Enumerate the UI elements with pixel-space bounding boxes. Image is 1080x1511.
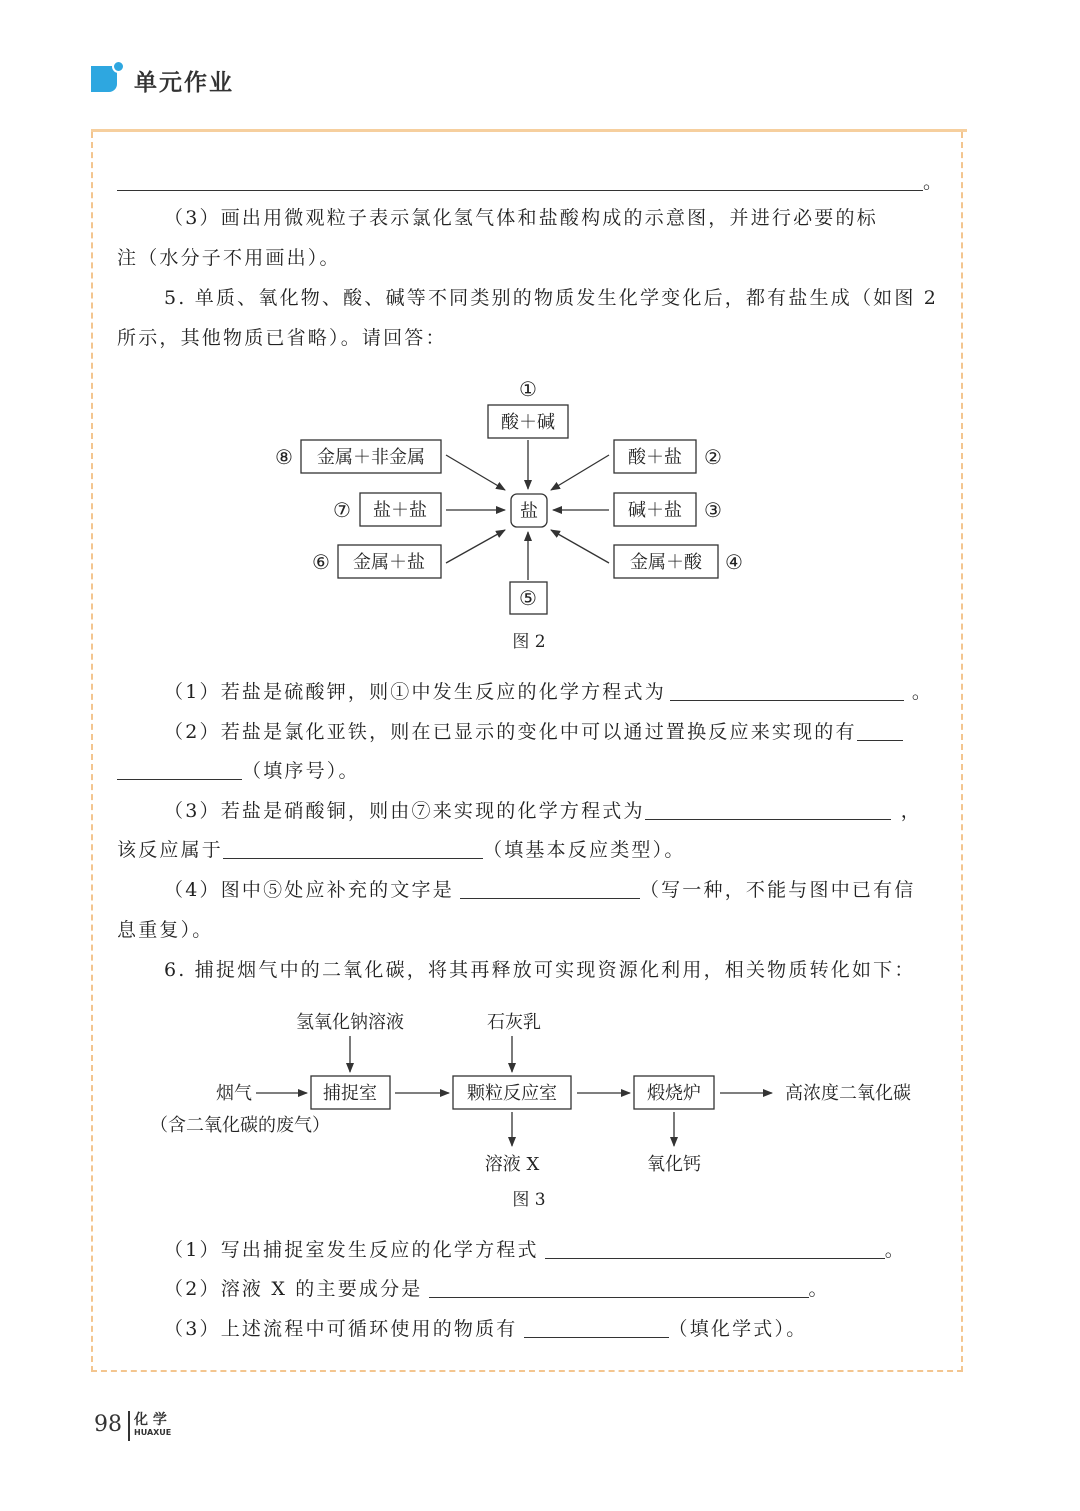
label-naoh-solution: 氢氧化钠溶液 [296, 1012, 404, 1033]
header-title: 单元作业 [134, 70, 234, 96]
q5-sub3-text2b: （填基本反应类型）。 [483, 839, 686, 861]
marker-4: ④ [725, 550, 743, 574]
label-acid-base: 酸＋碱 [501, 412, 555, 433]
label-acid-salt: 酸＋盐 [628, 447, 682, 468]
marker-6: ⑥ [312, 550, 330, 574]
q6-sub1-text: （1）写出捕捉室发生反应的化学方程式 [164, 1239, 539, 1261]
label-product-co2: 高浓度二氧化碳 [785, 1083, 911, 1104]
page-number: 98 [94, 1412, 122, 1437]
q5-sub2-text: （2）若盐是氯化亚铁，则在已显示的变化中可以通过置换反应来实现的有 [164, 721, 857, 743]
answer-line-prev: 。 [117, 170, 944, 194]
marker-8: ⑧ [275, 445, 293, 469]
label-calcium-oxide: 氧化钙 [647, 1154, 701, 1175]
q5-intro-line2: 所示，其他物质已省略）。请回答： [117, 327, 447, 349]
footer-divider [128, 1411, 130, 1441]
q6-sub1-end: 。 [884, 1239, 906, 1261]
label-center-salt: 盐 [520, 501, 538, 522]
q6-sub2-end: 。 [808, 1278, 830, 1300]
figure-3-caption: 图 3 [512, 1190, 546, 1210]
q6-sub2 [164, 1277, 830, 1301]
marker-7: ⑦ [333, 498, 351, 522]
label-particle-reactor: 颗粒反应室 [467, 1083, 557, 1104]
label-flue-gas: 烟气 [216, 1083, 252, 1104]
footer-pinyin: HUAXUE [134, 1428, 172, 1437]
q4-3-line2: 注（水分子不用画出）。 [117, 247, 341, 269]
label-lime-milk: 石灰乳 [487, 1012, 541, 1033]
q5-sub3-text2: 该反应属于 [117, 839, 224, 861]
marker-3: ③ [704, 498, 722, 522]
label-metal-nonmetal: 金属＋非金属 [317, 447, 425, 468]
q5-sub2-text2: （填序号）。 [242, 760, 360, 782]
label-solution-x: 溶液 X [484, 1154, 540, 1175]
q6-sub1-blank[interactable] [545, 1238, 885, 1259]
marker-1: ① [519, 377, 537, 401]
marker-2: ② [704, 445, 722, 469]
q6-sub3-end: （填化学式）。 [668, 1318, 808, 1340]
label-calciner: 煅烧炉 [647, 1083, 701, 1104]
footer-subject: 化 学 [134, 1412, 167, 1428]
figure-2-caption: 图 2 [512, 632, 546, 652]
q6-sub3 [164, 1317, 807, 1341]
q6-sub1 [164, 1238, 906, 1262]
q6-sub2-text: （2）溶液 X 的主要成分是 [164, 1278, 423, 1300]
q6-intro: 6. 捕捉烟气中的二氧化碳，将其再释放可实现资源化利用，相关物质转化如下： [164, 959, 916, 981]
label-metal-salt: 金属＋盐 [353, 552, 425, 573]
q5-intro-line1: 5. 单质、氧化物、酸、碱等不同类别的物质发生化学变化后，都有盐生成（如图 2 [164, 287, 939, 309]
label-salt-salt: 盐＋盐 [373, 500, 427, 521]
q6-sub3-blank[interactable] [524, 1317, 669, 1338]
label-blank-5: ⑤ [519, 586, 537, 610]
q6-sub2-blank[interactable] [429, 1277, 809, 1298]
q5-sub3-text: （3）若盐是硝酸铜，则由⑦来实现的化学方程式为 [164, 800, 645, 822]
q5-sub4-text-b: （写一种，不能与图中已有信 [639, 879, 916, 901]
q5-sub4-text: （4）图中⑤处应补充的文字是 [164, 879, 454, 901]
q5-sub1-end: 。 [911, 681, 934, 703]
label-capture-room: 捕捉室 [323, 1083, 377, 1104]
q4-3-line1: （3）画出用微观粒子表示氯化氢气体和盐酸构成的示意图，并进行必要的标 [164, 207, 878, 229]
q5-sub1-text: （1）若盐是硫酸钾，则①中发生反应的化学方程式为 [164, 681, 666, 703]
q5-sub4-line2: 息重复）。 [117, 919, 214, 941]
label-base-salt: 碱＋盐 [628, 500, 682, 521]
label-metal-acid: 金属＋酸 [630, 552, 702, 573]
label-flue-gas-note: （含二氧化碳的废气） [150, 1115, 330, 1136]
q6-sub3-text: （3）上述流程中可循环使用的物质有 [164, 1318, 518, 1340]
q5-sub3-end: ， [900, 800, 922, 822]
